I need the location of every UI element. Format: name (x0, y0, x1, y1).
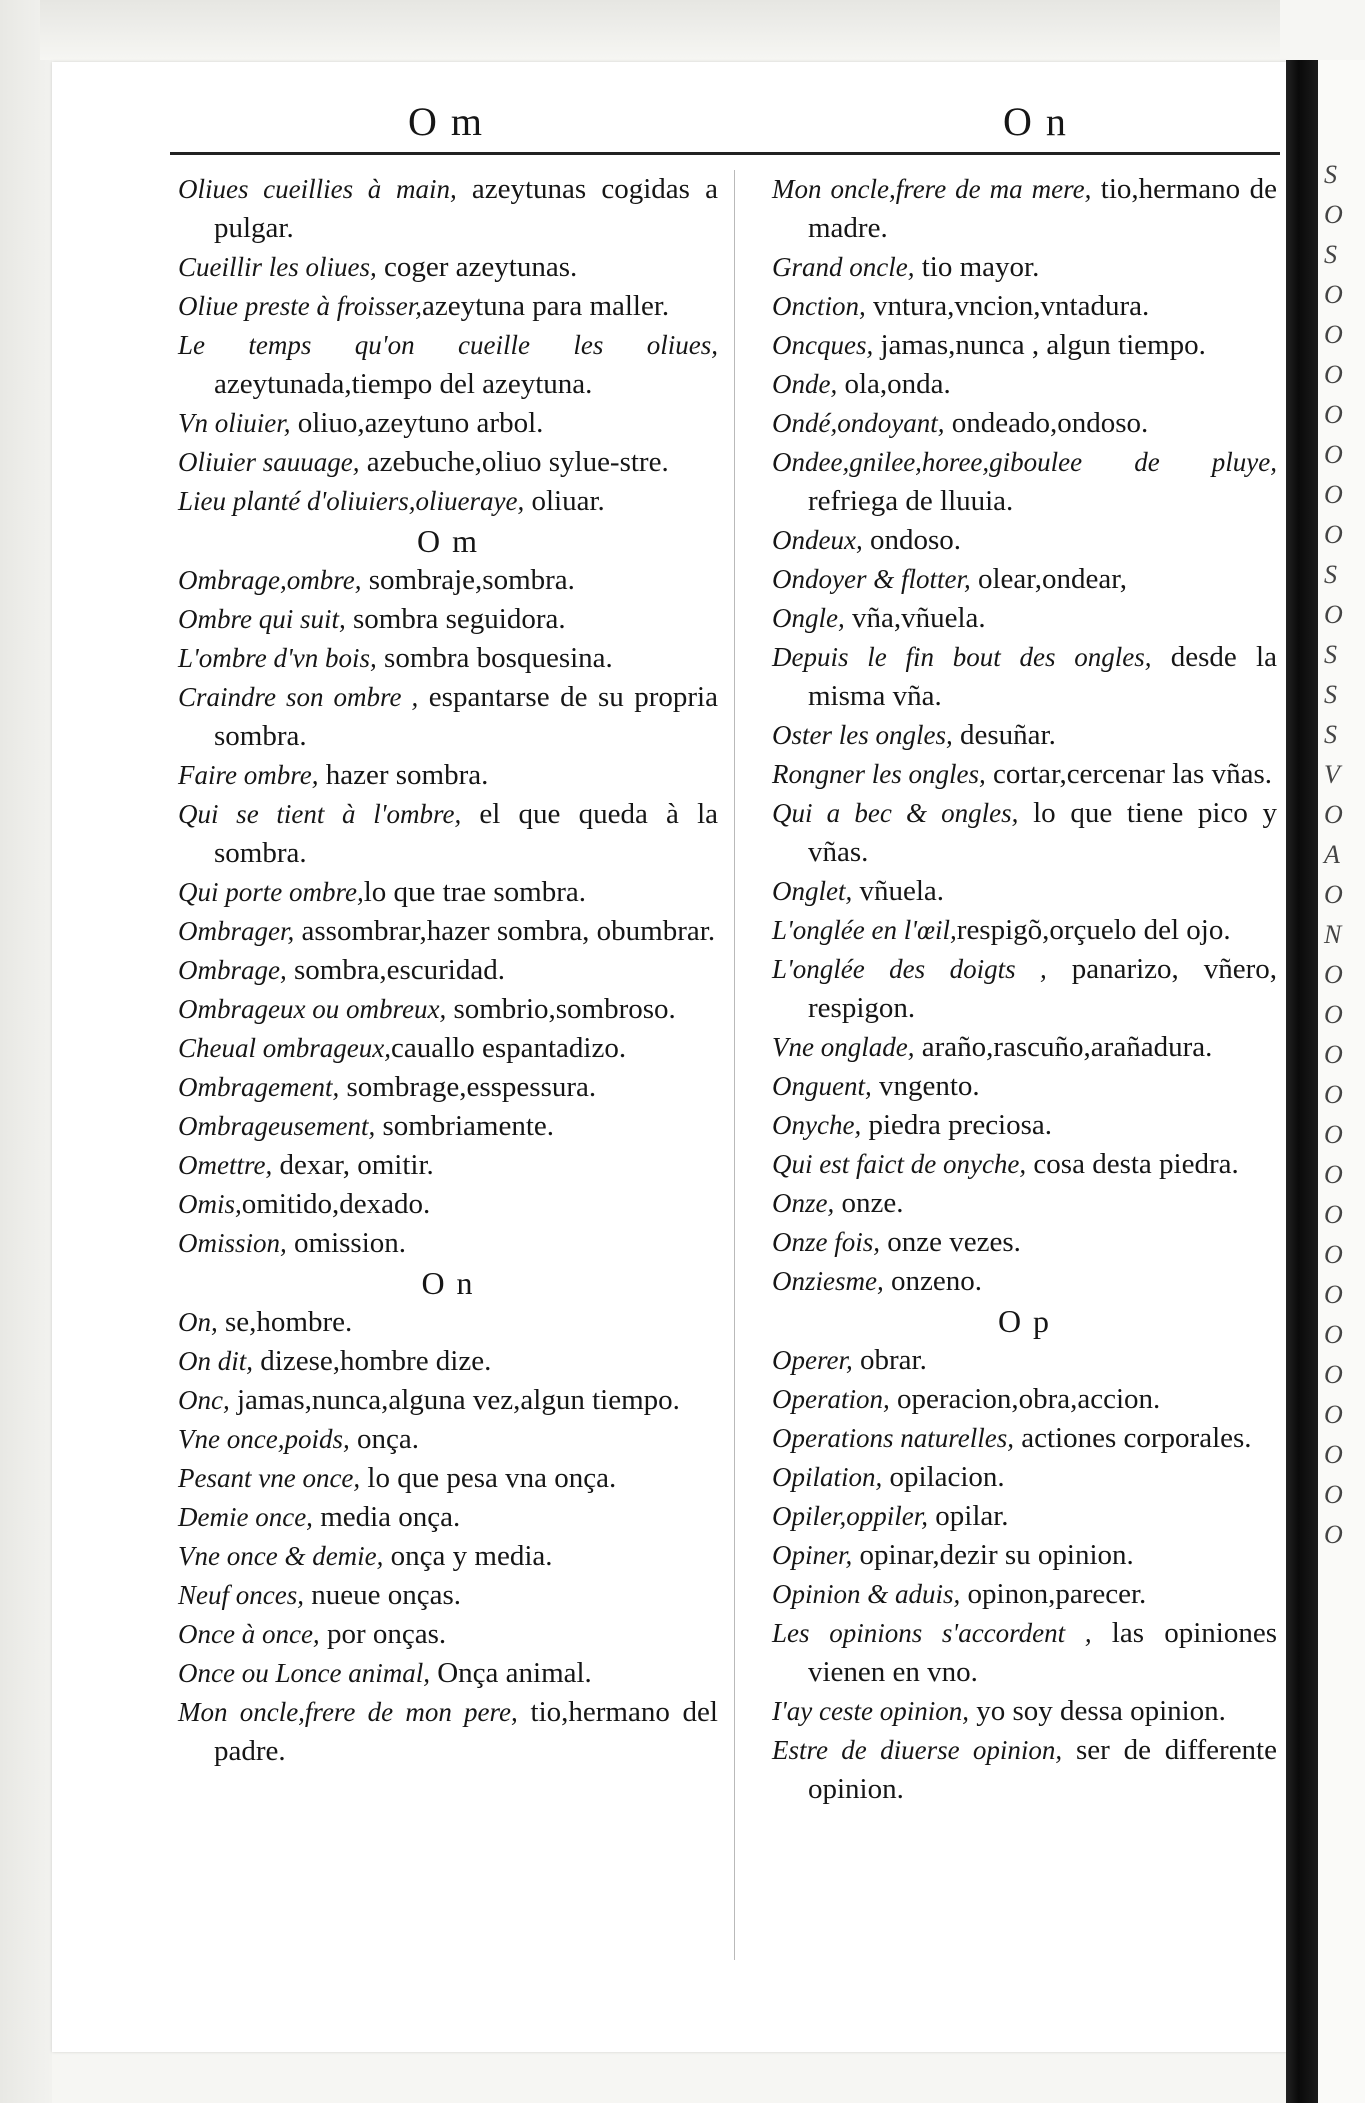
spanish-translation: media onça. (312, 1501, 461, 1533)
spanish-translation: araño,rascuño,arañadura. (914, 1031, 1213, 1063)
spanish-translation: panarizo, vñero, respigon. (808, 953, 1278, 1024)
dictionary-entry (178, 1185, 718, 1224)
french-headword: Opiner, (772, 1540, 853, 1570)
next-page-fragment: S (1324, 240, 1337, 269)
dictionary-entry (772, 326, 1277, 365)
dictionary-entry (772, 1692, 1277, 1731)
spanish-translation: tio,hermano del padre. (214, 1696, 718, 1767)
next-page-fragment: O (1324, 200, 1343, 229)
dictionary-entry (178, 1381, 718, 1420)
scan-edge-left (0, 0, 52, 2103)
french-headword: Ondeux, (772, 525, 863, 555)
french-headword: Oster les ongles, (772, 720, 953, 750)
dictionary-entry (178, 1693, 718, 1771)
french-headword: Omission, (178, 1228, 287, 1258)
spanish-translation: se,hombre. (217, 1306, 353, 1338)
spanish-translation: opinar,dezir su opinion. (852, 1539, 1134, 1571)
french-headword: Ondee,gnilee,horee,giboulee de pluye, (772, 447, 1277, 477)
french-headword: Cheual ombrageux, (178, 1033, 391, 1063)
next-page-fragment: S (1324, 720, 1337, 749)
spanish-translation: omission. (286, 1227, 407, 1259)
french-headword: Ombrage, (178, 955, 287, 985)
dictionary-entry (772, 1106, 1277, 1145)
spanish-translation: refriega de lluuia. (808, 485, 1014, 517)
spanish-translation: cosa desta piedra. (1026, 1148, 1239, 1180)
dictionary-entry (178, 170, 718, 248)
next-page-fragment: O (1324, 1520, 1343, 1549)
section-heading: O n (421, 1265, 475, 1301)
dictionary-entry (178, 873, 718, 912)
spanish-translation: azeytunas cogidas a pulgar. (214, 173, 718, 244)
dictionary-entry (178, 678, 718, 756)
french-headword: L'onglée des doigts , (772, 954, 1047, 984)
next-page-fragment: O (1324, 1080, 1343, 1109)
dictionary-entry (178, 1303, 718, 1342)
next-page-fragment: O (1324, 1480, 1343, 1509)
dictionary-entry (178, 287, 718, 326)
spanish-translation: sombra bosquesina. (376, 642, 613, 674)
french-headword: Onze fois, (772, 1227, 880, 1257)
dictionary-entry (178, 1615, 718, 1654)
section-heading: O m (417, 523, 479, 559)
next-page-fragment: N (1324, 920, 1342, 949)
french-headword: Depuis le fin bout des ongles, (772, 642, 1152, 672)
french-headword: On dit, (178, 1346, 254, 1376)
spanish-translation: assombrar,hazer sombra, obumbrar. (294, 915, 716, 947)
next-page-fragment: O (1324, 1280, 1343, 1309)
dictionary-entry (772, 287, 1277, 326)
dictionary-entry (772, 794, 1277, 872)
french-headword: Grand oncle, (772, 252, 915, 282)
dictionary-entry (772, 950, 1277, 1028)
dictionary-entry (178, 990, 718, 1029)
dictionary-entry (178, 1068, 718, 1107)
french-headword: Mon oncle,frere de mon pere, (178, 1697, 518, 1727)
dictionary-entry (772, 1497, 1277, 1536)
dictionary-entry (178, 482, 718, 521)
next-page-fragment: O (1324, 520, 1343, 549)
french-headword: Qui a bec & ongles, (772, 798, 1019, 828)
spanish-translation: opilacion. (882, 1461, 1005, 1493)
left-column (178, 170, 718, 1771)
dictionary-entry (178, 795, 718, 873)
dictionary-entry (772, 1262, 1277, 1301)
french-headword: Mon oncle,frere de ma mere, (772, 174, 1092, 204)
spanish-translation: dizese,hombre dize. (253, 1345, 492, 1377)
french-headword: Operation, (772, 1384, 890, 1414)
french-headword: Qui porte ombre, (178, 877, 364, 907)
french-headword: Onc, (178, 1385, 230, 1415)
dictionary-entry (772, 755, 1277, 794)
spanish-translation: ser de differente opinion. (808, 1734, 1277, 1805)
spanish-translation: por onças. (319, 1618, 447, 1650)
dictionary-entry (178, 1342, 718, 1381)
spanish-translation: nueue onças. (303, 1579, 462, 1611)
dictionary-entry (178, 1459, 718, 1498)
spanish-translation: sombrage,esspessura. (339, 1071, 597, 1103)
french-headword: Estre de diuerse opinion, (772, 1735, 1063, 1765)
french-headword: Demie once, (178, 1502, 313, 1532)
spanish-translation: las opiniones vienen en vno. (808, 1617, 1277, 1688)
next-page-fragment: O (1324, 1120, 1343, 1149)
next-page-fragment: O (1324, 400, 1343, 429)
spanish-translation: vngento. (871, 1070, 980, 1102)
spanish-translation: sombra seguidora. (345, 603, 566, 635)
dictionary-entry (178, 248, 718, 287)
french-headword: Ongle, (772, 603, 845, 633)
dictionary-entry (772, 1575, 1277, 1614)
french-headword: Oliuier sauuage, (178, 447, 360, 477)
next-page-fragment: O (1324, 880, 1343, 909)
spanish-translation: cortar,cercenar las vñas. (985, 758, 1272, 790)
spanish-translation: piedra preciosa. (861, 1109, 1053, 1141)
page-header-right: O n (1003, 99, 1068, 144)
spanish-translation: dexar, omitir. (272, 1149, 434, 1181)
french-headword: Cueillir les oliues, (178, 252, 377, 282)
dictionary-entry (772, 1614, 1277, 1692)
section-heading: O p (997, 1303, 1052, 1339)
french-headword: Ombrageux ou ombreux, (178, 994, 447, 1024)
spanish-translation: omitido,dexado. (241, 1188, 431, 1220)
next-page-fragment: O (1324, 960, 1343, 989)
spanish-translation: desuñar. (952, 719, 1056, 751)
spanish-translation: onzeno. (883, 1265, 982, 1297)
next-page-fragment: O (1324, 1240, 1343, 1269)
dictionary-entry (772, 1419, 1277, 1458)
french-headword: Ombrage,ombre, (178, 565, 362, 595)
spanish-translation: ola,onda. (837, 368, 951, 400)
french-headword: Opilation, (772, 1462, 883, 1492)
next-page-fragment: V (1324, 760, 1340, 789)
spanish-translation: opinon,parecer. (960, 1578, 1147, 1610)
dictionary-entry (178, 1224, 718, 1263)
next-page-fragment: O (1324, 1320, 1343, 1349)
spanish-translation: onze. (834, 1187, 904, 1219)
spanish-translation: obrar. (852, 1344, 927, 1376)
next-page-fragment: O (1324, 480, 1343, 509)
french-headword: Ondoyer & flotter, (772, 564, 971, 594)
page-header-left: O m (408, 99, 484, 144)
next-page-fragment: O (1324, 1400, 1343, 1429)
spanish-translation: onze vezes. (880, 1226, 1021, 1258)
dictionary-entry (178, 1576, 718, 1615)
dictionary-entry (772, 443, 1277, 521)
french-headword: Omettre, (178, 1150, 273, 1180)
spanish-translation: coger azeytunas. (376, 251, 578, 283)
french-headword: Operer, (772, 1345, 853, 1375)
spanish-translation: sombra,escuridad. (286, 954, 505, 986)
french-headword: Craindre son ombre , (178, 682, 419, 712)
dictionary-entry (178, 1537, 718, 1576)
spanish-translation: hazer sombra. (318, 759, 489, 791)
spanish-translation: lo que pesa vna onça. (360, 1462, 617, 1494)
dictionary-entry (178, 1146, 718, 1185)
dictionary-entry (178, 951, 718, 990)
spanish-translation: Onça animal. (429, 1657, 592, 1689)
right-column (772, 170, 1277, 1809)
scan-edge-top (40, 0, 1280, 60)
french-headword: Lieu planté d'oliuiers,oliueraye, (178, 486, 525, 516)
french-headword: Once à once, (178, 1619, 320, 1649)
french-headword: Vn oliuier, (178, 408, 291, 438)
spanish-translation: vñuela. (852, 875, 945, 907)
spanish-translation: jamas,nunca,alguna vez,algun tiempo. (229, 1384, 680, 1416)
spanish-translation: ondoso. (862, 524, 962, 556)
spanish-translation: yo soy dessa opinion. (968, 1695, 1226, 1727)
dictionary-entry (178, 600, 718, 639)
french-headword: Omis, (178, 1189, 242, 1219)
spanish-translation: azeytuna para maller. (422, 290, 670, 322)
next-page-fragment: S (1324, 160, 1337, 189)
dictionary-entry (772, 560, 1277, 599)
next-page-fragment: O (1324, 1360, 1343, 1389)
spanish-translation: oliuar. (524, 485, 605, 517)
french-headword: Vne once & demie, (178, 1541, 384, 1571)
french-headword: Faire ombre, (178, 760, 319, 790)
next-page-edge (1318, 60, 1365, 2103)
dictionary-entry (178, 639, 718, 678)
spanish-translation: azeytunada,tiempo del azeytuna. (214, 368, 593, 400)
next-page-fragment: S (1324, 680, 1337, 709)
french-headword: Ondé,ondoyant, (772, 408, 945, 438)
spanish-translation: vña,vñuela. (844, 602, 986, 634)
french-headword: Onde, (772, 369, 838, 399)
dictionary-entry (772, 365, 1277, 404)
spanish-translation: azebuche,oliuo sylue-stre. (359, 446, 669, 478)
french-headword: On, (178, 1307, 218, 1337)
french-headword: Opinion & aduis, (772, 1579, 961, 1609)
french-headword: Oliue preste à froisser, (178, 291, 422, 321)
french-headword: I'ay ceste opinion, (772, 1696, 969, 1726)
spanish-translation: sombriamente. (375, 1110, 555, 1142)
spanish-translation: lo que tiene pico y vñas. (808, 797, 1278, 868)
spanish-translation: cauallo espantadizo. (390, 1032, 627, 1064)
dictionary-entry (772, 521, 1277, 560)
dictionary-entry (178, 1654, 718, 1693)
dictionary-entry (178, 1107, 718, 1146)
french-headword: Qui se tient à l'ombre, (178, 799, 462, 829)
spanish-translation: lo que trae sombra. (363, 876, 586, 908)
dictionary-entry (772, 404, 1277, 443)
next-page-fragment: A (1324, 840, 1340, 869)
french-headword: Rongner les ongles, (772, 759, 986, 789)
spanish-translation: operacion,obra,accion. (889, 1383, 1161, 1415)
dictionary-entry (178, 1420, 718, 1459)
french-headword: Operations naturelles, (772, 1423, 1014, 1453)
header-rule (170, 152, 1280, 155)
dictionary-entry (772, 1458, 1277, 1497)
dictionary-entry (178, 1029, 718, 1068)
next-page-fragment: O (1324, 800, 1343, 829)
spanish-translation: desde la misma vña. (808, 641, 1277, 712)
spanish-translation: oliuo,azeytuno arbol. (290, 407, 544, 439)
dictionary-entry (772, 1341, 1277, 1380)
french-headword: Qui est faict de onyche, (772, 1149, 1027, 1179)
french-headword: L'onglée en l'œil, (772, 915, 957, 945)
french-headword: Onziesme, (772, 1266, 884, 1296)
dictionary-entry (772, 638, 1277, 716)
spanish-translation: actiones corporales. (1014, 1422, 1252, 1454)
dictionary-entry (772, 1731, 1277, 1809)
dictionary-entry (178, 912, 718, 951)
french-headword: Vne once,poids, (178, 1424, 350, 1454)
dictionary-entry (772, 1028, 1277, 1067)
french-headword: Onglet, (772, 876, 853, 906)
dictionary-entry (772, 1380, 1277, 1419)
french-headword: Ombragement, (178, 1072, 340, 1102)
spanish-translation: respigõ,orçuelo del ojo. (956, 914, 1231, 946)
french-headword: Pesant vne once, (178, 1463, 361, 1493)
dictionary-entry (772, 1536, 1277, 1575)
dictionary-entry (772, 170, 1277, 248)
next-page-fragment: O (1324, 1440, 1343, 1469)
next-page-fragment: S (1324, 560, 1337, 589)
dictionary-entry (178, 404, 718, 443)
spanish-translation: el que queda à la sombra. (214, 798, 718, 869)
next-page-fragment: O (1324, 600, 1343, 629)
spanish-translation: tio,hermano de madre. (808, 173, 1277, 244)
french-headword: Neuf onces, (178, 1580, 304, 1610)
french-headword: Ombre qui suit, (178, 604, 346, 634)
next-page-fragment: S (1324, 640, 1337, 669)
spanish-translation: tio mayor. (914, 251, 1040, 283)
french-headword: Oncques, (772, 330, 874, 360)
next-page-fragment: O (1324, 360, 1343, 389)
dictionary-entry (772, 1067, 1277, 1106)
spanish-translation: ondeado,ondoso. (944, 407, 1149, 439)
french-headword: Onze, (772, 1188, 835, 1218)
french-headword: Opiler,oppiler, (772, 1501, 929, 1531)
next-page-fragment: O (1324, 320, 1343, 349)
dictionary-entry (772, 1223, 1277, 1262)
dictionary-entry (772, 716, 1277, 755)
french-headword: L'ombre d'vn bois, (178, 643, 377, 673)
spanish-translation: olear,ondear, (970, 563, 1128, 595)
french-headword: Once ou Lonce animal, (178, 1658, 430, 1688)
dictionary-entry (772, 1184, 1277, 1223)
french-headword: Ombrageusement, (178, 1111, 376, 1141)
french-headword: Onyche, (772, 1110, 862, 1140)
next-page-fragment: O (1324, 1160, 1343, 1189)
column-divider (734, 170, 735, 1960)
spanish-translation: onça y media. (383, 1540, 553, 1572)
next-page-fragment: O (1324, 1000, 1343, 1029)
dictionary-entry (178, 443, 718, 482)
dictionary-entry (772, 872, 1277, 911)
french-headword: Les opinions s'accordent , (772, 1618, 1092, 1648)
next-page-fragment: O (1324, 1200, 1343, 1229)
dictionary-entry (178, 756, 718, 795)
spanish-translation: sombrio,sombroso. (446, 993, 676, 1025)
dictionary-entry (772, 1145, 1277, 1184)
spanish-translation: jamas,nunca , algun tiempo. (873, 329, 1206, 361)
dictionary-entry (178, 1498, 718, 1537)
spanish-translation: sombraje,sombra. (361, 564, 575, 596)
dictionary-entry (178, 561, 718, 600)
dictionary-entry (772, 248, 1277, 287)
dictionary-entry (772, 599, 1277, 638)
spanish-translation: espantarse de su propria sombra. (214, 681, 718, 752)
next-page-fragment: O (1324, 440, 1343, 469)
spanish-translation: opilar. (928, 1500, 1009, 1532)
spanish-translation: vntura,vncion,vntadura. (865, 290, 1150, 322)
french-headword: Ombrager, (178, 916, 295, 946)
french-headword: Le temps qu'on cueille les oliues, (178, 330, 718, 360)
french-headword: Onction, (772, 291, 866, 321)
french-headword: Vne onglade, (772, 1032, 915, 1062)
spanish-translation: onça. (349, 1423, 419, 1455)
dictionary-entry (772, 911, 1277, 950)
french-headword: Oliues cueillies à main, (178, 174, 457, 204)
book-gutter (1286, 60, 1318, 2103)
next-page-fragment: O (1324, 280, 1343, 309)
next-page-fragment: O (1324, 1040, 1343, 1069)
dictionary-entry (178, 326, 718, 404)
french-headword: Onguent, (772, 1071, 872, 1101)
